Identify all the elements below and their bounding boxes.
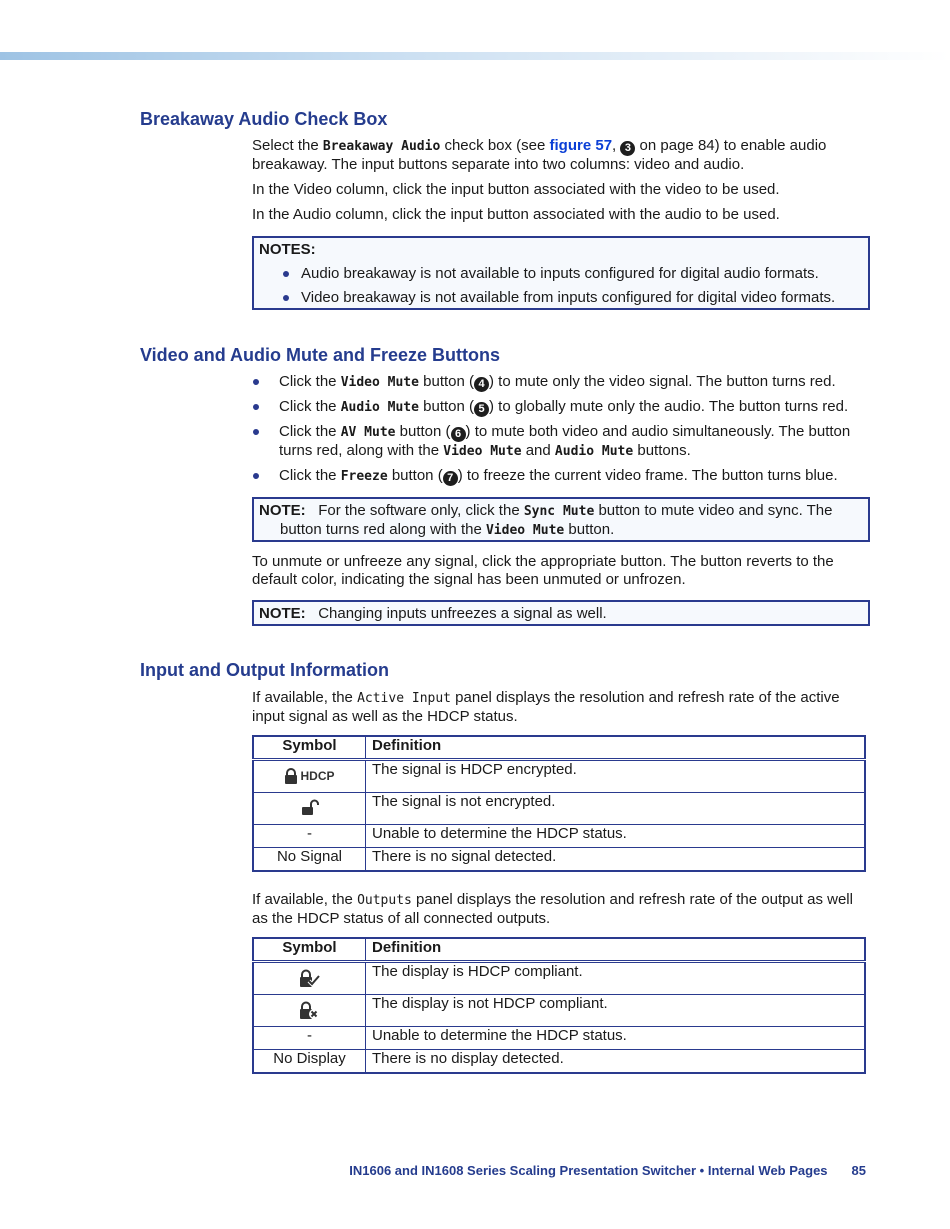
bullet-list xyxy=(252,373,867,486)
section3-paragraph-2 xyxy=(252,891,867,928)
table-row xyxy=(253,1050,865,1074)
figure-link[interactable]: figure 57 xyxy=(549,137,613,154)
table-row xyxy=(253,760,865,793)
paragraph: If available, the Outputs panel displays the resolution and refresh rate of the output as well as the HDCP status of all connected outputs. xyxy=(252,891,853,927)
table-row xyxy=(253,793,865,825)
column-header-symbol: Symbol xyxy=(253,938,366,962)
callout-number: 6 xyxy=(451,427,466,442)
code-sync-mute: Sync Mute xyxy=(523,504,595,519)
section-title-mute-freeze: Video and Audio Mute and Freeze Buttons xyxy=(140,345,501,365)
page-footer xyxy=(300,1162,866,1180)
symbol-cell: No Signal xyxy=(253,848,366,872)
code-video-mute: Video Mute xyxy=(443,444,522,459)
paragraph: In the Audio column, click the input button associated with the audio to be used. xyxy=(252,206,780,223)
table-header-row xyxy=(253,736,865,760)
table-row xyxy=(253,825,865,848)
code-freeze: Freeze xyxy=(340,469,388,484)
definition-cell: Unable to determine the HDCP status. xyxy=(366,1027,866,1050)
table-row xyxy=(253,995,865,1027)
paragraph: In the Video column, click the input button associated with the video to be used. xyxy=(252,181,780,198)
callout-number: 4 xyxy=(474,377,489,392)
definition-cell: There is no signal detected. xyxy=(366,848,866,872)
code-audio-mute: Audio Mute xyxy=(340,400,419,415)
paragraph: To unmute or unfreeze any signal, click the appropriate button. The button reverts to the default color, indicating the signal has been unmuted or unfrozen. xyxy=(252,553,834,588)
list-item: Click the Freeze button ( 7 ) to freeze the current video frame. The button turns blue. xyxy=(252,467,867,486)
note-box-sync-mute xyxy=(252,497,870,542)
column-header-definition: Definition xyxy=(366,736,866,760)
list-item: Video breakaway is not available from inputs configured for digital video formats. xyxy=(259,289,868,307)
note-label: NOTE: xyxy=(259,605,306,622)
input-symbol-table xyxy=(252,735,866,872)
unlock-icon xyxy=(301,799,319,820)
section2-paragraph xyxy=(252,553,867,589)
callout-number: 7 xyxy=(443,471,458,486)
list-item: Click the Audio Mute button ( 5 ) to globally mute only the audio. The button turns red. xyxy=(252,398,867,417)
code-active-input: Active Input xyxy=(357,691,451,706)
lock-check-icon xyxy=(299,969,321,992)
table-header-row xyxy=(253,938,865,962)
section2-bullets xyxy=(252,373,867,492)
symbol-cell: - xyxy=(253,1027,366,1050)
symbol-cell: No Display xyxy=(253,1050,366,1074)
lock-hdcp-icon: HDCP xyxy=(284,767,334,785)
note-text: NOTE: Changing inputs unfreezes a signal as well. xyxy=(259,605,607,622)
notes-box xyxy=(252,236,870,310)
footer-title: IN1606 and IN1608 Series Scaling Presentation Switcher • Internal Web Pages xyxy=(349,1163,828,1178)
output-symbol-table xyxy=(252,937,866,1074)
code-av-mute: AV Mute xyxy=(340,425,396,440)
table-row xyxy=(253,848,865,872)
list-item: Click the Video Mute button ( 4 ) to mute only the video signal. The button turns red. xyxy=(252,373,867,392)
definition-cell: There is no display detected. xyxy=(366,1050,866,1074)
definition-cell: Unable to determine the HDCP status. xyxy=(366,825,866,848)
header-gradient-bar xyxy=(0,52,950,60)
callout-number: 5 xyxy=(474,402,489,417)
paragraph: If available, the Active Input panel displays the resolution and refresh rate of the active input signal as well as the HDCP status. xyxy=(252,689,840,725)
column-header-definition: Definition xyxy=(366,938,866,962)
section3-paragraph-1 xyxy=(252,689,867,726)
code-outputs: Outputs xyxy=(357,893,412,908)
notes-list xyxy=(259,265,868,307)
column-header-symbol: Symbol xyxy=(253,736,366,760)
table-row xyxy=(253,1027,865,1050)
list-item: Audio breakaway is not available to inputs configured for digital audio formats. xyxy=(259,265,868,283)
paragraph: Select the Breakaway Audio check box (see figure 57, 3 on page 84) to enable audio breakaway. The input buttons separate into two columns: video and audio. xyxy=(252,137,827,173)
definition-cell: The signal is not encrypted. xyxy=(366,793,866,825)
code-audio-mute: Audio Mute xyxy=(554,444,634,459)
table-row xyxy=(253,962,865,995)
lock-x-icon xyxy=(299,1001,321,1024)
code-breakaway-audio: Breakaway Audio xyxy=(322,139,441,154)
callout-number: 3 xyxy=(620,141,635,156)
section-title-breakaway-audio: Breakaway Audio Check Box xyxy=(140,109,388,129)
note-box-inputs xyxy=(252,600,870,626)
section-title-input-output: Input and Output Information xyxy=(140,660,389,680)
notes-label: NOTES: xyxy=(259,241,316,258)
definition-cell: The signal is HDCP encrypted. xyxy=(366,760,866,793)
symbol-cell: - xyxy=(253,825,366,848)
code-video-mute: Video Mute xyxy=(485,523,565,538)
code-video-mute: Video Mute xyxy=(340,375,419,390)
page-number: 85 xyxy=(851,1163,866,1178)
note-label: NOTE: xyxy=(259,502,306,519)
definition-cell: The display is not HDCP compliant. xyxy=(366,995,866,1027)
section1-body xyxy=(252,137,867,224)
definition-cell: The display is HDCP compliant. xyxy=(366,962,866,995)
list-item: Click the AV Mute button ( 6 ) to mute both video and audio simultaneously. The button turns red, along with the Video Mute and Audio Mute buttons. xyxy=(252,423,867,461)
note-text: NOTE: For the software only, click the Sync Mute button to mute video and sync. The button turns red along with the Video Mute button. xyxy=(259,502,833,538)
